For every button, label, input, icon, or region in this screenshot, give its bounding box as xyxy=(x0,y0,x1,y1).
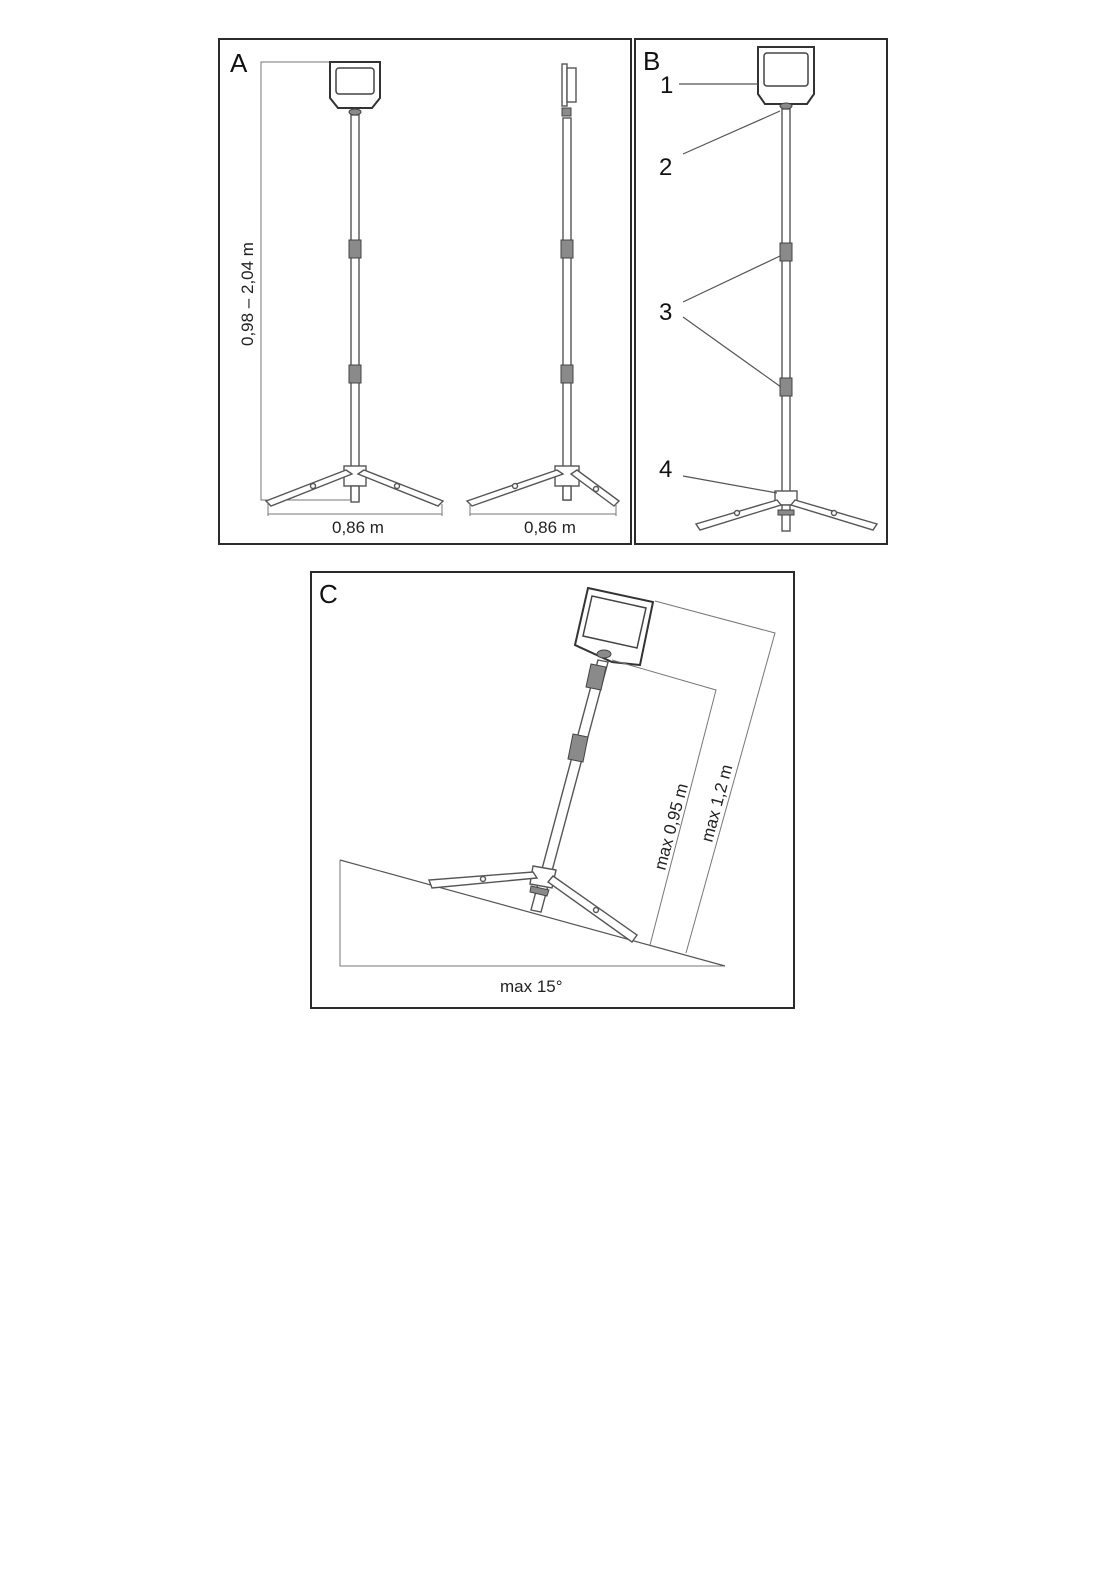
floodlight-lens-b xyxy=(764,53,808,86)
telescopic-pole xyxy=(351,115,359,500)
lamp-mount-c xyxy=(597,650,611,658)
panel-b-frame xyxy=(635,39,887,544)
panel-c-letter: C xyxy=(319,579,338,609)
callout-4-tripod-hub: 4 xyxy=(659,456,673,483)
height-lock-lower-side xyxy=(561,365,573,383)
callout-2-mount: 2 xyxy=(659,154,673,181)
height-lock-upper-side xyxy=(561,240,573,258)
telescopic-pole-side xyxy=(563,118,571,500)
height-lock-lower xyxy=(349,365,361,383)
lamp-mount-b xyxy=(780,103,792,109)
floodlight-bracket-side xyxy=(567,68,576,102)
panel-b-letter: B xyxy=(643,46,661,76)
floodlight-lens xyxy=(336,68,374,94)
panel-a xyxy=(219,39,631,544)
width-side-label: 0,86 m xyxy=(524,518,576,537)
telescopic-pole-b xyxy=(782,109,790,501)
panel-c xyxy=(311,572,794,1008)
lamp-height-label: max 1,2 m xyxy=(697,762,737,845)
width-front-label: 0,86 m xyxy=(332,518,384,537)
floodlight-side xyxy=(562,64,567,106)
panel-b xyxy=(635,39,887,544)
lamp-mount xyxy=(349,109,361,115)
slope-label: max 15° xyxy=(500,977,563,996)
pole-height-label: max 0,95 m xyxy=(650,781,692,873)
height-range-label: 0,98 – 2,04 m xyxy=(238,242,257,346)
callout-1-lamp: 1 xyxy=(660,72,674,99)
height-lock-lower-b xyxy=(780,378,792,396)
height-lock-upper xyxy=(349,240,361,258)
callout-3-locks: 3 xyxy=(659,299,673,326)
panel-a-letter: A xyxy=(230,48,248,78)
height-lock-upper-b xyxy=(780,243,792,261)
